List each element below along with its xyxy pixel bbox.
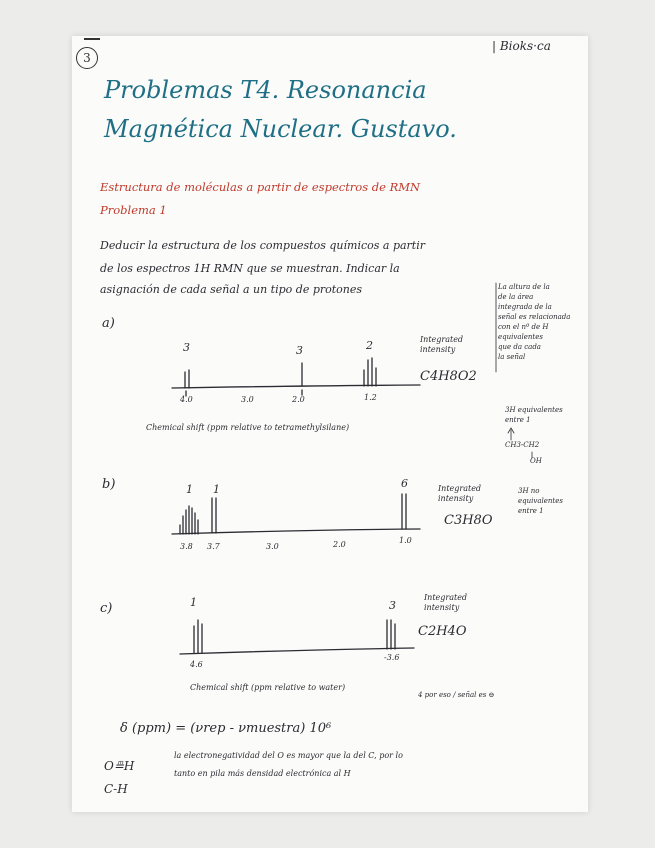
side-note-a-7: que da cada bbox=[498, 343, 541, 351]
side-note-a-8: la señal bbox=[498, 353, 526, 361]
spectrum-b-tick-3: 3.0 bbox=[266, 542, 279, 551]
spectrum-b-integration-2: 1 bbox=[213, 483, 220, 496]
spectrum-a-baseline bbox=[172, 385, 420, 388]
spectrum-a-integration-3: 2 bbox=[366, 339, 373, 352]
side-note-b-formula-2: OH bbox=[530, 457, 542, 465]
spectrum-b-intensity-label: Integrated intensity bbox=[438, 484, 482, 503]
spectrum-a-formula: C4H8O2 bbox=[420, 369, 477, 384]
spectrum-b-label: b) bbox=[102, 477, 116, 492]
spectrum-c-intensity-label: Integrated intensity bbox=[424, 593, 468, 612]
spectrum-a-tick-4: 1.2 bbox=[364, 393, 377, 402]
side-note-a-6: equivalentes bbox=[498, 333, 543, 341]
spectrum-a-tick-3: 2.0 bbox=[292, 395, 305, 404]
page-number: 3 bbox=[83, 51, 91, 65]
spectrum-b-tick-5: 1.0 bbox=[399, 536, 412, 545]
spectrum-a-integration-1: 3 bbox=[183, 341, 190, 354]
side-note-b-2: entre 1 bbox=[505, 416, 531, 424]
side-note-b-1: 3H equivalentes bbox=[505, 406, 563, 414]
side-note-c-2: equivalentes bbox=[518, 497, 563, 505]
spectrum-c-label: c) bbox=[100, 601, 113, 616]
conclusion-line-1: la electronegatividad del O es mayor que la del C, por lo bbox=[174, 751, 403, 760]
spectrum-c-integration-2: 3 bbox=[389, 599, 396, 612]
side-note-a-3: integrada de la bbox=[498, 303, 552, 311]
side-note-c-3: entre 1 bbox=[518, 507, 544, 515]
spectrum-a-axis-caption: Chemical shift (ppm relative to tetramethylsilane) bbox=[146, 423, 350, 432]
spectrum-a-intensity-label: Integrated intensity bbox=[420, 335, 464, 354]
spectrum-c-caption-note: 4 por eso / señal es ⊖ bbox=[418, 691, 495, 699]
spectrum-a-tick-2: 3.0 bbox=[241, 395, 254, 404]
spectrum-b-integration-3: 6 bbox=[401, 477, 408, 490]
spectrum-c-formula: C2H4O bbox=[418, 624, 467, 639]
spectrum-b-baseline bbox=[172, 529, 420, 534]
spectrum-c-axis-caption: Chemical shift (ppm relative to water) bbox=[190, 683, 346, 692]
side-note-c-1: 3H no bbox=[518, 487, 540, 495]
title-line-1: Problemas T4. Resonancia bbox=[104, 76, 427, 104]
title-line-2: Magnética Nuclear. Gustavo. bbox=[104, 115, 457, 143]
spectrum-a-label: a) bbox=[102, 316, 115, 331]
spectrum-b-tick-1: 3.8 bbox=[180, 542, 193, 551]
instructions-line-1: Deducir la estructura de los compuestos químicos a partir bbox=[100, 239, 425, 252]
section-title-line-2: Problema 1 bbox=[100, 203, 167, 217]
side-note-b-formula-1: CH3-CH2 bbox=[505, 441, 540, 449]
spectrum-c-baseline bbox=[180, 648, 414, 654]
spectrum-c-tick-1: 4.6 bbox=[190, 660, 203, 669]
spectrum-b-tick-2: 3.7 bbox=[207, 542, 220, 551]
side-note-a-1: La altura de la bbox=[498, 283, 550, 291]
spectrum-a-tick-1: 4.0 bbox=[180, 395, 193, 404]
instructions-line-3: asignación de cada señal a un tipo de protones bbox=[100, 283, 363, 296]
spectrum-b-formula: C3H8O bbox=[444, 513, 493, 528]
bond-oh: O≞H bbox=[104, 759, 135, 773]
bond-ch: C-H bbox=[104, 782, 128, 796]
spectrum-a-integration-2: 3 bbox=[296, 344, 303, 357]
side-note-a-5: con el nº de H bbox=[498, 323, 549, 331]
spectrum-c-tick-2: -3.6 bbox=[384, 653, 400, 662]
spectrum-b-integration-1: 1 bbox=[186, 483, 193, 496]
conclusion-line-2: tanto en pila más densidad electrónica al H bbox=[174, 769, 351, 778]
section-title-line-1: Estructura de moléculas a partir de espectros de RMN bbox=[100, 180, 421, 194]
instructions-line-2: de los espectros 1H RMN que se muestran. Indicar la bbox=[100, 262, 400, 275]
side-note-a-2: de la área bbox=[498, 293, 534, 301]
side-note-a-4: señal es relacionada bbox=[498, 313, 571, 321]
top-right-note: | Bioks·ca bbox=[492, 39, 551, 53]
delta-formula: δ (ppm) = (νrep - νmuestra) 10⁶ bbox=[120, 721, 332, 736]
spectrum-b-tick-4: 2.0 bbox=[333, 540, 346, 549]
spectrum-c-integration-1: 1 bbox=[190, 596, 197, 609]
